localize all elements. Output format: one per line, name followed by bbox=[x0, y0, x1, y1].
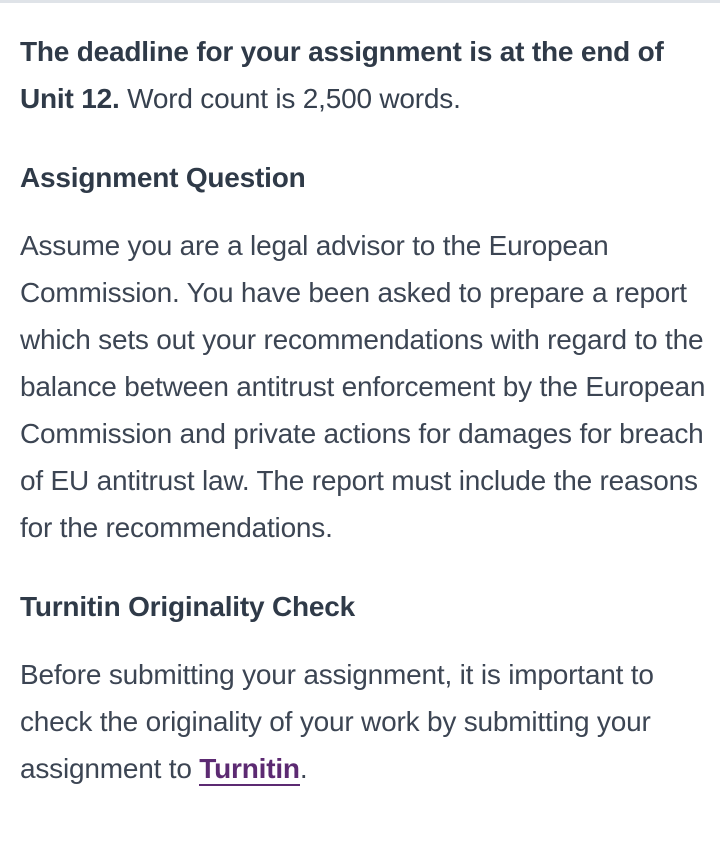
top-divider bbox=[0, 0, 720, 3]
deadline-bold-text: The deadline for your assignment is at the end of Unit 12. bbox=[20, 36, 664, 114]
turnitin-link[interactable]: Turnitin bbox=[199, 753, 300, 784]
word-count-text: Word count is 2,500 words. bbox=[119, 83, 461, 114]
deadline-paragraph bbox=[20, 28, 720, 122]
turnitin-heading: Turnitin Originality Check bbox=[20, 591, 355, 622]
turnitin-body bbox=[20, 651, 720, 792]
assignment-question-body: Assume you are a legal advisor to the European Commission. You have been asked to prepare a report which sets out your recommendations with regard to the balance between antitrust enforcement by the European Commission and private actions for damages for breach of EU antitrust law. The report must include the reasons for the recommendations. bbox=[20, 230, 706, 543]
turnitin-body-text: Before submitting your assignment, it is important to check the originality of your work by submitting your assignment to bbox=[20, 659, 654, 784]
turnitin-body-end: . bbox=[299, 753, 308, 784]
assignment-question-heading: Assignment Question bbox=[20, 162, 306, 193]
assignment-content bbox=[20, 28, 720, 792]
